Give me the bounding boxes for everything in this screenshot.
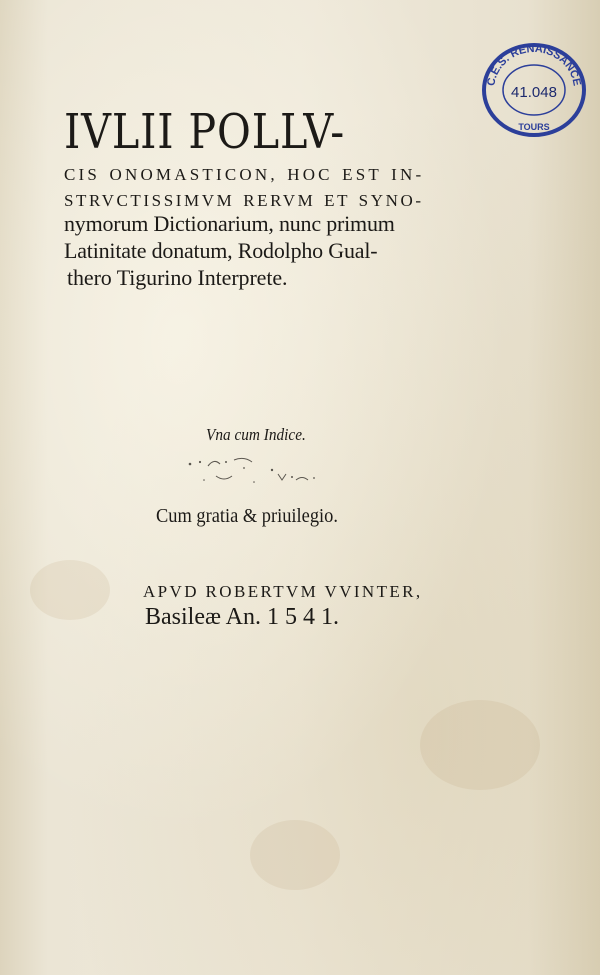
paper-stain <box>420 700 540 790</box>
library-stamp <box>476 38 591 138</box>
imprint-printer: APVD ROBERTVM VVINTER, <box>143 582 423 601</box>
index-note: Vna cum Indice. <box>206 425 306 444</box>
paper-stain <box>30 560 110 620</box>
title-line-5: Latinitate donatum, Rodolpho Gual- <box>64 238 378 263</box>
imprint-place-date: Basileæ An. 1 5 4 1. <box>145 604 340 630</box>
title-line-1: IVLII POLLV- <box>64 104 346 160</box>
title-line-3: STRVCTISSIMVM RERVM ET SYNO- <box>64 191 424 210</box>
title-line-6: thero Tigurino Interprete. <box>67 265 288 290</box>
title-line-2: CIS ONOMASTICON, HOC EST IN- <box>64 165 425 184</box>
stamp-label: C.E.S. RENAISSANCE <box>485 42 583 87</box>
stamp-city: TOURS <box>518 122 550 132</box>
printer-ornament <box>182 450 332 490</box>
paper-stain <box>250 820 340 890</box>
stamp-number: 41.048 <box>511 84 557 101</box>
privilege-line: Cum gratia & priuilegio. <box>156 505 338 527</box>
title-line-4: nymorum Dictionarium, nunc primum <box>64 211 395 236</box>
